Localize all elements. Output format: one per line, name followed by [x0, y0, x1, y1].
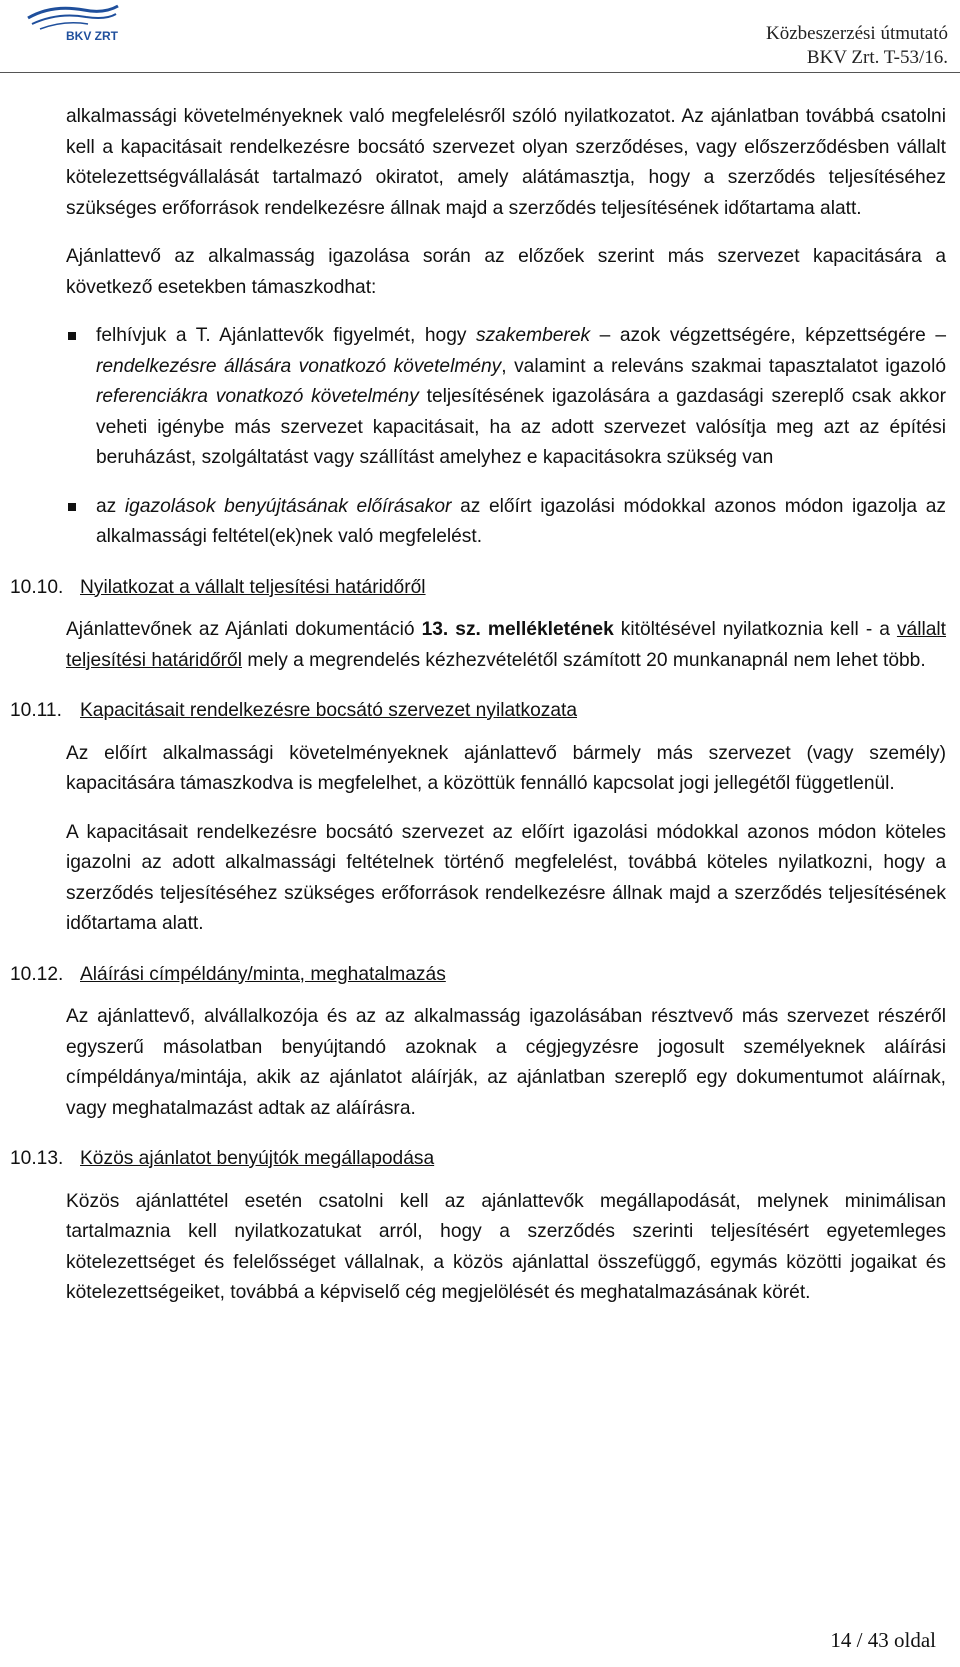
paragraph: alkalmassági követelményeknek való megfelelésről szóló nyilatkozatot. Az ajánlatban továbbá csatolni kell a kapacitásait rendelkezésre bocsátó szervezet olyan szerződéses, vagy előszerződésben vállalt kötelezettségvállalását tartalmazó okiratot, amely alátámasztja, hogy a szerződés teljesítéséhez szükséges erőforrások rendelkezésre állnak majd a szerződés teljesítésének időtartama alatt. — [66, 106, 946, 219]
section-number: 10.13. — [10, 1148, 64, 1169]
text-run: teljesítésének igazolására a gazdasági szereplő csak akkor veheti igénybe más szervezet kapacitásait, ha az adott szervezet valósítja meg azt az építési beruházást, szolgáltatást vagy szállítást amelyhez e kapacitásokra szükség van — [96, 386, 946, 468]
text-run: az — [96, 495, 125, 517]
section-title: Aláírási címpéldány/minta, meghatalmazás — [80, 963, 446, 985]
text-run: felhívjuk a T. Ajánlattevők figyelmét, hogy — [96, 325, 476, 346]
paragraph: Ajánlattevőnek az Ajánlati dokumentáció 13. sz. mellékletének kitöltésével nyilatkoznia kell - a vállalt teljesítési határidőről mely a megrendelés kézhezvételétől számított 20 munkanapnál nem lehet több. — [66, 619, 947, 671]
text-run: az előírt igazolási módokkal azonos módon igazolja az alkalmassági feltétel(ek)nek való megfelelést. — [96, 495, 946, 547]
paragraph: Ajánlattevő az alkalmasság igazolása során az előzőek szerint más szervezet kapacitására a következő esetekben támaszkodhat: — [66, 246, 946, 298]
page-header — [0, 0, 960, 78]
document-title — [766, 22, 948, 70]
document-body — [10, 102, 947, 1309]
bullet-item — [66, 492, 946, 553]
section-heading-10-11 — [10, 696, 946, 727]
bullet-square-icon — [68, 503, 76, 511]
bkv-logo — [22, 2, 122, 44]
paragraph: Közös ajánlattétel esetén csatolni kell az ajánlattevők megállapodását, melynek minimálisan tartalmaznia kell nyilatkozatukat arról, hogy a szerződés szerinti teljesítésért egyetemleges kötelezettséget és felelősséget vállalnak, a közös ajánlattal összefüggő, egymás közötti jogaikat és kötelezettségeiket, továbbá a képviselő cég megjelölését és meghatalmazásának körét. — [66, 1190, 946, 1303]
section-title: Közös ajánlatot benyújtók megállapodása — [80, 1148, 435, 1169]
page-number: 14 / 43 oldal — [830, 1628, 936, 1652]
paragraph: Az előírt alkalmassági követelményeknek ajánlattevő bármely más szervezet (vagy személy) kapacitására támaszkodva is megfelelhet, a közöttük fennálló kapcsolat jogi jellegétől függetlenül. — [66, 742, 946, 794]
paragraph: Az ajánlattevő, alvállalkozója és az az alkalmasság igazolásában résztvevő más szervezet részéről egyszerű másolatban benyújtandó azoknak a cégjegyzésre jogosult személyeknek aláírási címpéldánya/mintája, akik az ajánlatot aláírják, az ajánlatban szereplő egy dokumentumot aláírnak, vagy meghatalmazást adtak az aláírásra. — [66, 1006, 946, 1119]
text-run: , valamint a releváns szakmai tapasztalatot igazoló — [501, 355, 946, 377]
header-title-line1: Közbeszerzési útmutató — [765, 23, 948, 44]
paragraph: A kapacitásait rendelkezésre bocsátó szervezet az előírt igazolási módokkal azonos módon köteles igazolni az adott alkalmassági feltételnek történő megfelelést, továbbá köteles nyilatkozni, hogy a szerződés teljesítéséhez szükséges erőforrások rendelkezésre állnak majd a szerződés teljesítésének időtartama alatt. — [66, 821, 946, 934]
section-heading-10-10 — [10, 573, 946, 604]
italic-text: referenciákra vonatkozó követelmény — [96, 386, 419, 407]
italic-text: szakemberek — [475, 325, 591, 346]
text-run: – azok végzettségére, képzettségére – — [590, 325, 946, 346]
italic-text: rendelkezésre állására vonatkozó követelmény — [96, 355, 502, 377]
section-heading-10-13 — [10, 1144, 946, 1175]
bullet-square-icon — [68, 332, 76, 340]
header-title-line2: BKV Zrt. T-53/16. — [806, 47, 948, 68]
section-title: Kapacitásait rendelkezésre bocsátó szervezet nyilatkozata — [80, 700, 578, 721]
bullet-item — [66, 321, 946, 474]
section-number: 10.12. — [10, 963, 64, 985]
section-heading-10-12 — [10, 960, 946, 991]
logo-text: BKV ZRT — [66, 29, 118, 43]
section-title: Nyilatkozat a vállalt teljesítési határidőről — [80, 576, 426, 598]
header-divider — [0, 72, 960, 73]
section-number: 10.11. — [10, 700, 62, 721]
italic-text: igazolások benyújtásának előírásakor — [124, 495, 452, 517]
section-number: 10.10. — [10, 576, 64, 598]
